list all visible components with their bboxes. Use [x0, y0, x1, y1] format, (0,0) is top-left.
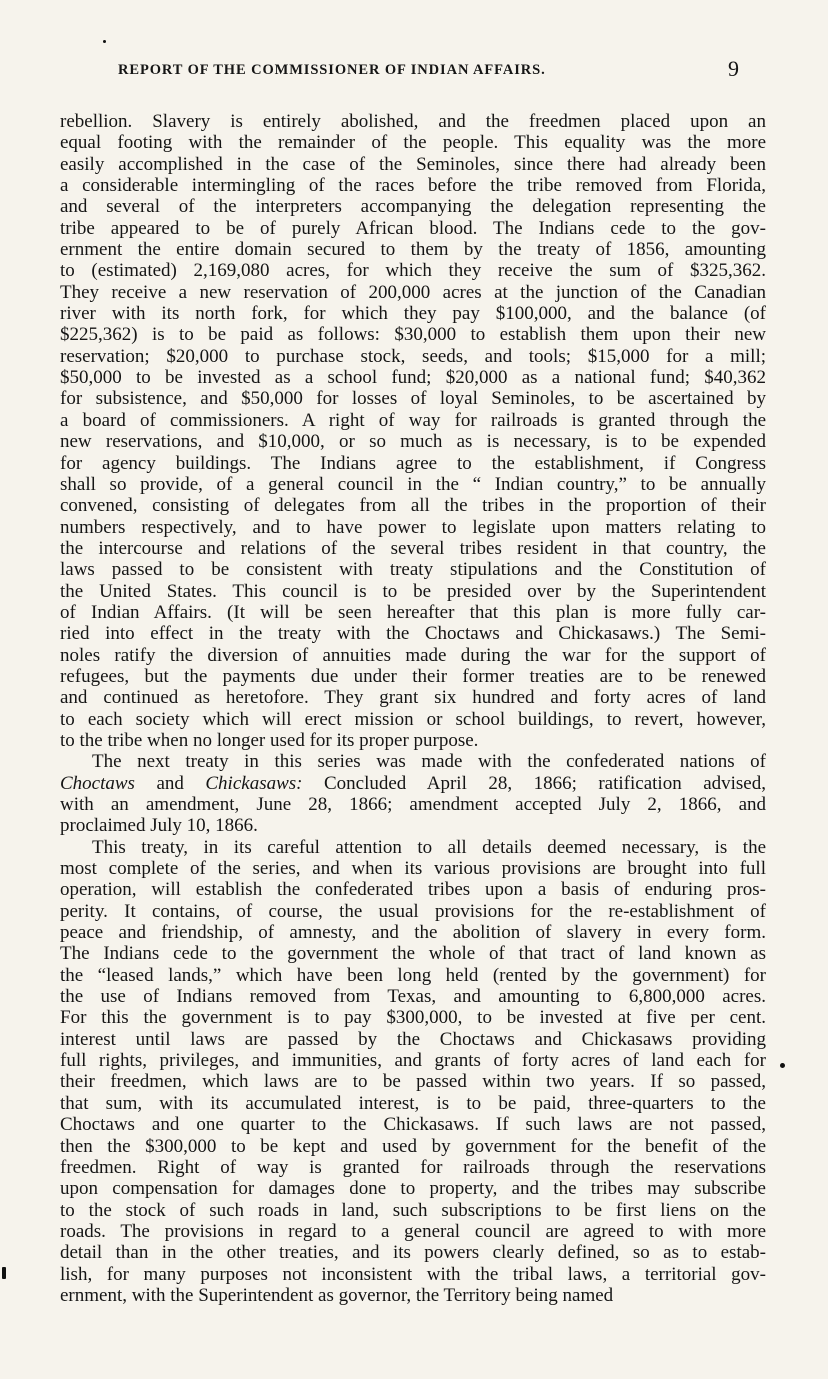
text-line: a considerable intermingling of the races before the tribe removed from Florida,: [60, 175, 766, 197]
text-line: the United States. This council is to be presided over by the Superintendent: [60, 580, 766, 602]
text-line: for agency buildings. The Indians agree to the establishment, if Congress: [60, 452, 766, 474]
text-line: for subsistence, and $50,000 for losses of loyal Seminoles, to be ascertained by: [60, 388, 766, 410]
text-line: equal footing with the remainder of the people. This equality was the more: [60, 132, 766, 154]
text-line: ried into effect in the treaty with the Choctaws and Chickasaws.) The Semi-: [60, 623, 766, 645]
text-line: easily accomplished in the case of the Seminoles, since there had already been: [60, 153, 766, 175]
text-line: convened, consisting of delegates from all the tribes in the proportion of their: [60, 495, 766, 517]
text-line: and several of the interpreters accompanying the delegation representing the: [60, 196, 766, 218]
text-line: interest until laws are passed by the Choctaws and Chickasaws providing: [60, 1028, 766, 1050]
paragraph: [60, 837, 766, 1307]
running-header: REPORT OF THE COMMISSIONER OF INDIAN AFFAIRS.: [118, 62, 546, 78]
text-line: new reservations, and $10,000, or so much as is necessary, is to be expended: [60, 431, 766, 453]
text-line: shall so provide, of a general council in the “ Indian country,” to be annually: [60, 473, 766, 495]
text-line: operation, will establish the confederated tribes upon a basis of enduring pros-: [60, 879, 766, 901]
text-line: tribe appeared to be of purely African blood. The Indians cede to the gov-: [60, 217, 766, 239]
text-line: to each society which will erect mission or school buildings, to revert, however,: [60, 708, 766, 730]
text-line: peace and friendship, of amnesty, and the abolition of slavery in every form.: [60, 922, 766, 944]
text-line: numbers respectively, and to have power to legislate upon matters relating to: [60, 516, 766, 538]
text-line: Choctaws and one quarter to the Chickasaws. If such laws are not passed,: [60, 1114, 766, 1136]
text-line: of Indian Affairs. (It will be seen hereafter that this plan is more fully car-: [60, 601, 766, 623]
text-line: the use of Indians removed from Texas, and amounting to 6,800,000 acres.: [60, 986, 766, 1008]
text-line: They receive a new reservation of 200,000 acres at the junction of the Canadian: [60, 281, 766, 303]
text-line: The Indians cede to the government the whole of that tract of land known as: [60, 943, 766, 965]
text-line: a board of commissioners. A right of way for railroads is granted through the: [60, 409, 766, 431]
text-line: detail than in the other treaties, and its powers clearly defined, so as to estab-: [60, 1242, 766, 1264]
text-line: freedmen. Right of way is granted for railroads through the reservations: [60, 1156, 766, 1178]
text-line: that sum, with its accumulated interest, is to be paid, three-quarters to the: [60, 1092, 766, 1114]
text-line: $225,362) is to be paid as follows: $30,000 to establish them upon their new: [60, 324, 766, 346]
text-line: roads. The provisions in regard to a general council are agreed to with more: [60, 1220, 766, 1242]
text-line: most complete of the series, and when its various provisions are brought into full: [60, 858, 766, 880]
text-line: This treaty, in its careful attention to all details deemed necessary, is the: [92, 836, 766, 858]
ink-speck: [103, 40, 106, 43]
text-line: the intercourse and relations of the several tribes resident in that country, the: [60, 537, 766, 559]
text-line: ernment the entire domain secured to them by the treaty of 1856, amounting: [60, 239, 766, 261]
text-line: to the tribe when no longer used for its proper purpose.: [60, 729, 479, 751]
text-line: For this the government is to pay $300,000, to be invested at five per cent.: [60, 1007, 766, 1029]
text-line: with an amendment, June 28, 1866; amendment accepted July 2, 1866, and: [60, 794, 766, 815]
text-line: and continued as heretofore. They grant six hundred and forty acres of land: [60, 687, 766, 709]
paragraph: [60, 111, 766, 751]
text-line: full rights, privileges, and immunities, and grants of forty acres of land each for: [60, 1050, 766, 1072]
text-line: ernment, with the Superintendent as governor, the Territory being named: [60, 1284, 614, 1306]
text-line: The next treaty in this series was made with the confederated nations of: [92, 751, 766, 773]
text-line: Choctaws and Chickasaws: Concluded April 28, 1866; ratification advised,: [60, 772, 766, 794]
text-line: to the stock of such roads in land, such subscriptions to be first liens on the: [60, 1199, 766, 1221]
text-line: lish, for many purposes not inconsistent with the tribal laws, a territorial gov-: [60, 1263, 766, 1285]
page-number: 9: [728, 56, 739, 81]
text-line: laws passed to be consistent with treaty stipulations and the Constitution of: [60, 559, 766, 581]
margin-mark: [780, 1063, 785, 1068]
text-line: to (estimated) 2,169,080 acres, for which they receive the sum of $325,362.: [60, 260, 766, 282]
text-line: upon compensation for damages done to property, and the tribes may subscribe: [60, 1178, 766, 1200]
paragraph: [60, 751, 766, 836]
text-line: reservation; $20,000 to purchase stock, seeds, and tools; $15,000 for a mill;: [60, 345, 766, 367]
margin-mark: [2, 1267, 6, 1279]
text-line: the “leased lands,” which have been long held (rented by the government) for: [60, 964, 766, 986]
text-line: noles ratify the diversion of annuities made during the war for the support of: [60, 644, 766, 666]
text-line: their freedmen, which laws are to be passed within two years. If so passed,: [60, 1071, 766, 1093]
text-line: then the $300,000 to be kept and used by government for the benefit of the: [60, 1135, 766, 1157]
text-line: $50,000 to be invested as a school fund; $20,000 as a national fund; $40,362: [60, 367, 766, 389]
text-line: refugees, but the payments due under their former treaties are to be renewed: [60, 665, 766, 687]
text-line: proclaimed July 10, 1866.: [60, 815, 258, 837]
body-text: [60, 111, 766, 1306]
text-line: river with its north fork, for which they pay $100,000, and the balance (of: [60, 303, 766, 325]
text-line: rebellion. Slavery is entirely abolished, and the freedmen placed upon an: [60, 111, 766, 132]
text-line: perity. It contains, of course, the usual provisions for the re-establishment of: [60, 900, 766, 922]
